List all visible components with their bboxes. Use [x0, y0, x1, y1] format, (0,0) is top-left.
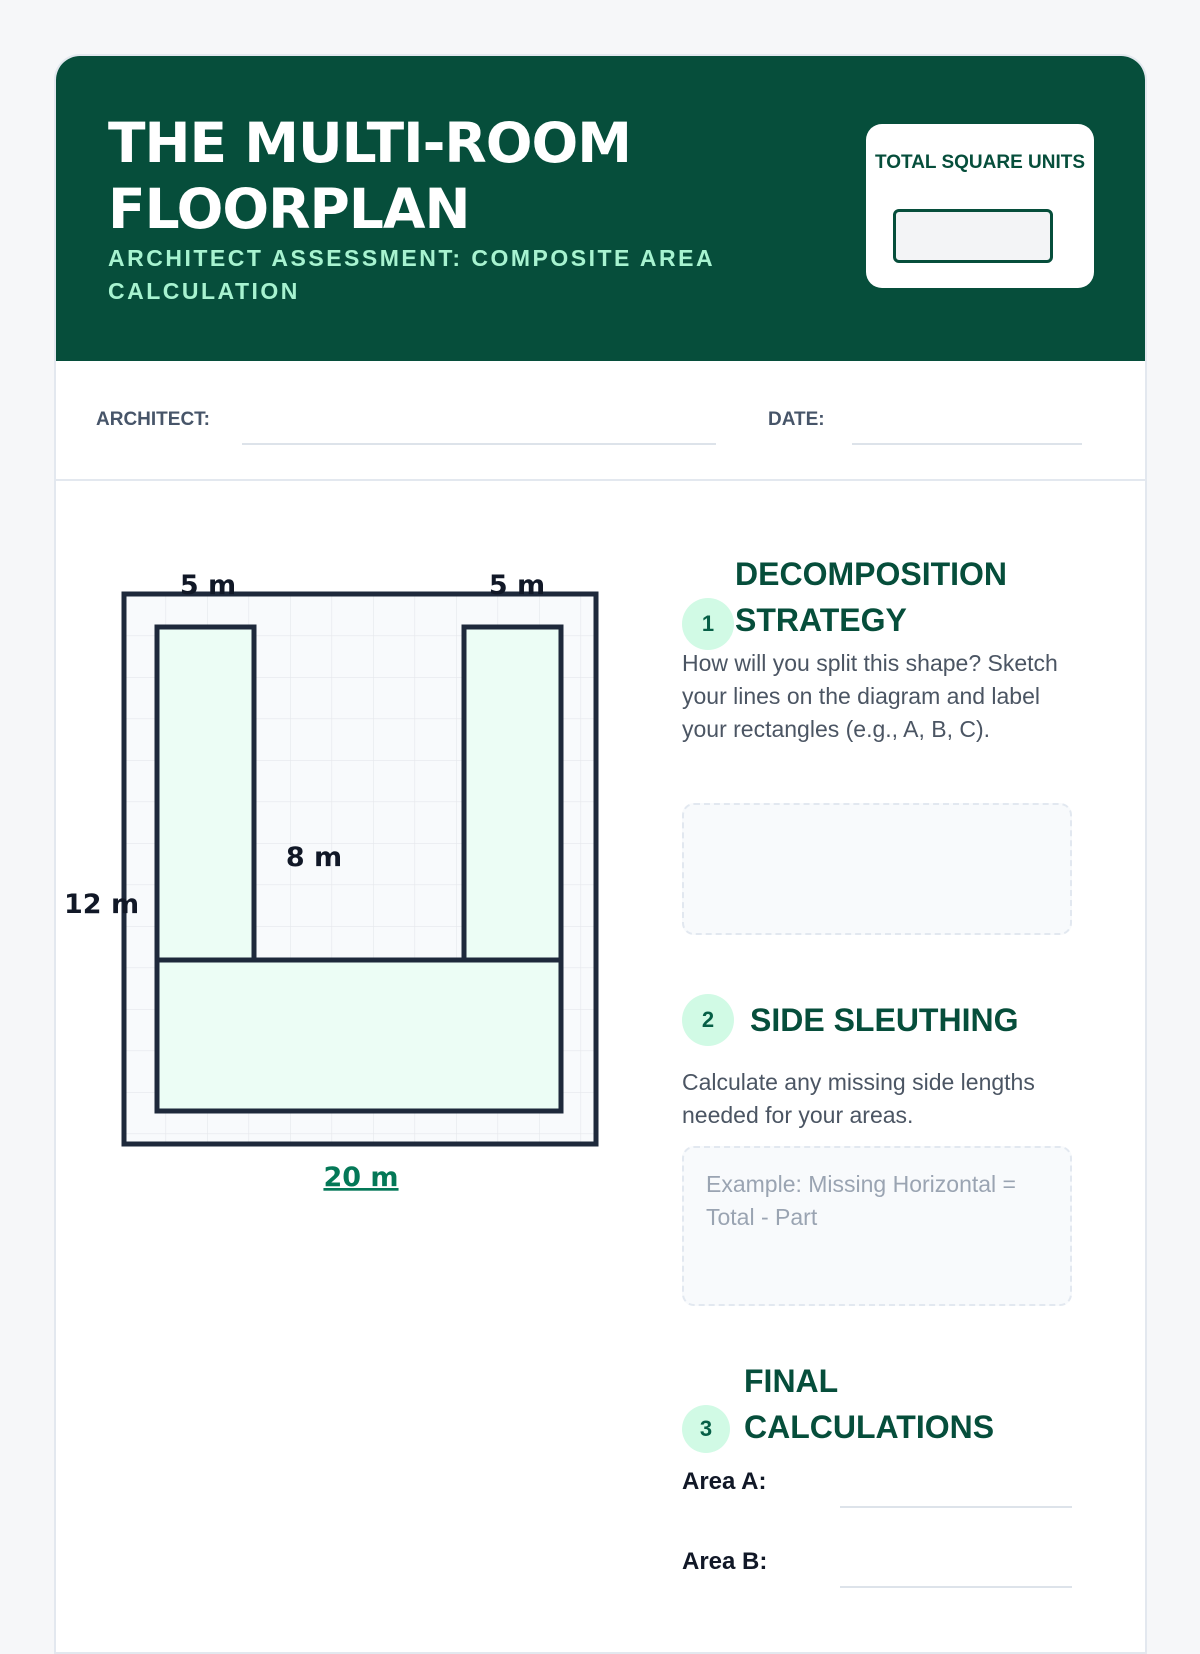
architect-field[interactable]: [242, 443, 716, 445]
decomposition-answer-box[interactable]: [682, 803, 1072, 935]
step-final-calculations: [682, 1358, 1112, 1654]
area-a-field[interactable]: [840, 1506, 1072, 1508]
worksheet-header: [54, 54, 1147, 361]
page-subtitle: ARCHITECT ASSESSMENT: COMPOSITE AREA CALCULATION: [108, 245, 715, 304]
step-2-instructions: Calculate any missing side lengths needed for your areas.: [682, 1069, 1035, 1128]
meta-row: [56, 361, 1147, 481]
area-a-label: Area A:: [682, 1468, 767, 1495]
side-sleuthing-answer-box[interactable]: [682, 1146, 1072, 1306]
step-2-title: SIDE SLEUTHING: [750, 1002, 1019, 1038]
inner-depth-label: 8 m: [285, 842, 343, 873]
area-b-field[interactable]: [840, 1586, 1072, 1588]
step-1-instructions: How will you split this shape? Sketch your lines on the diagram and label your rectangles (e.g., A, B, C).: [682, 650, 1058, 742]
area-b-label: Area B:: [682, 1548, 768, 1575]
step-2-badge: 2: [682, 994, 734, 1046]
step-3-badge: 3: [682, 1405, 730, 1453]
top-left-width-label: 5 m: [179, 570, 237, 601]
step-1-badge: 1: [682, 598, 734, 650]
step-3-title: FINAL CALCULATIONS: [744, 1363, 995, 1445]
top-right-width-label: 5 m: [488, 570, 546, 601]
date-field[interactable]: [852, 443, 1082, 445]
step-side-sleuthing: [682, 994, 1112, 1374]
worksheet: [54, 54, 1147, 1654]
side-sleuthing-placeholder: Example: Missing Horizontal = Total - Part: [706, 1171, 1016, 1230]
left-height-label: 12 m: [64, 889, 140, 920]
total-square-units-input[interactable]: [893, 209, 1053, 263]
total-square-units-label: TOTAL SQUARE UNITS: [874, 152, 1086, 173]
date-label: DATE:: [768, 409, 825, 430]
architect-label: ARCHITECT:: [96, 409, 210, 430]
total-square-units-card: [866, 124, 1094, 288]
step-decomposition: [682, 551, 1112, 991]
bottom-width-label: 20 m: [323, 1162, 399, 1193]
page-title: THE MULTI-ROOM FLOORPLAN: [108, 111, 632, 241]
floorplan-diagram: [56, 506, 656, 1226]
step-1-title: DECOMPOSITION STRATEGY: [735, 556, 1008, 638]
